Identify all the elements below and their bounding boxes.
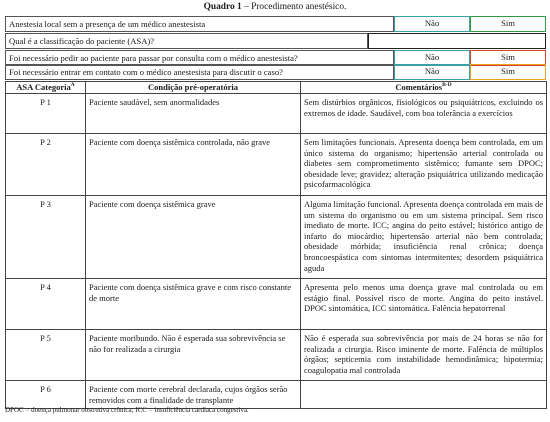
cell-category: P 2 (6, 134, 86, 196)
sim-option[interactable]: Sim (470, 64, 546, 80)
table-row (6, 134, 547, 196)
nao-option[interactable]: Não (394, 64, 470, 80)
header-condition: Condição pré-operatória (86, 82, 301, 94)
question-text: Foi necessário pedir ao paciente para passar por consulta com o médico anestesista? (5, 50, 394, 66)
cell-category: P 3 (6, 196, 86, 279)
table-row (6, 279, 547, 330)
table-row (6, 196, 547, 279)
question-row-asa-classification (5, 33, 546, 49)
table-row (6, 330, 547, 381)
cell-category: P 1 (6, 94, 86, 134)
table-header-row (6, 82, 547, 94)
table-row (6, 381, 547, 409)
cell-comments: Sem limitações funcionais. Apresenta doença bem controlada, em um único sistema do organismo; hipertensão arterial controlada ou diabetes sem comprometimento sistêmico; fumante sem DPOC; obesidade leve; gravidez; alteração psiquiátrica utilizando medicação psicofarmacológica (301, 134, 547, 196)
question-row-contact-anesthetist (5, 64, 546, 80)
title-number: Quadro 1 (203, 2, 242, 12)
asa-classification-table (5, 81, 547, 409)
cell-comments: Apresenta pelo menos uma doença grave mal controlada ou em estágio final. Possível risco de morte. Angina do peito instável. DPOC sintomática, ICC sintomática. Falência hepatorrenal (301, 279, 547, 330)
cell-condition: Paciente moribundo. Não é esperada sua sobrevivência se não for realizada a cirurgia (86, 330, 301, 381)
cell-comments: Alguma limitação funcional. Apresenta doença controlada em mais de um sistema do organismo ou em um sistema principal. Sem risco imediato de morte. ICC; angina do peito estável; histórico antigo de infarto do miocárdio; hipertensão arterial não bem controlada; obesidade mórbida; insuficiência renal crônica; doença broncoespástica com sintomas intermitentes; desordem psiquiátrica aguda (301, 196, 547, 279)
header-comments: Comentários$^{B-D}$ (301, 82, 547, 94)
cell-comments: Não é esperada sua sobrevivência por mais de 24 horas se não for realizada a cirurgia. Risco iminente de morte. Falência de múltiplos órgãos; septicemia com instabilidade hemodinâmica; hipotermia; coagulopatia mal controlada (301, 330, 547, 381)
question-row-local-anesthesia (5, 16, 546, 32)
cell-condition: Paciente com doença sistêmica grave e com risco constante de morte (86, 279, 301, 330)
title-text: – Procedimento anestésico. (241, 2, 347, 12)
cell-condition: Paciente com morte cerebral declarada, cujos órgãos serão removidos com a finalidade de transplante (86, 381, 301, 409)
cell-comments: Sem distúrbios orgânicos, fisiológicos ou psiquiátricos, excluindo os extremos de idade. Saudável, com boa tolerância a exercícios (301, 94, 547, 134)
question-text: Foi necessário entrar em contato com o médico anestesista para discutir o caso? (5, 64, 394, 80)
cell-category: P 5 (6, 330, 86, 381)
nao-option[interactable]: Não (394, 16, 470, 32)
header-category: ASA Categoria$^A$ (6, 82, 86, 94)
nao-option[interactable]: Não (394, 50, 470, 66)
question-text: Anestesia local sem a presença de um médico anestesista (5, 16, 394, 32)
page-title (0, 2, 550, 13)
question-text: Qual é a classificação do paciente (ASA)? (5, 33, 368, 49)
asa-answer-field[interactable] (368, 33, 546, 49)
cell-category: P 6 (6, 381, 86, 409)
cell-condition: Paciente com doença sistêmica grave (86, 196, 301, 279)
cell-condition: Paciente saudável, sem anormalidades (86, 94, 301, 134)
table-footnote: DPOC = doença pulmonar obstrutiva crônica; ICC = insuficiência cardíaca congestiva. (5, 406, 249, 414)
table-row (6, 94, 547, 134)
cell-condition: Paciente com doença sistêmica controlada, não grave (86, 134, 301, 196)
cell-category: P 4 (6, 279, 86, 330)
sim-option[interactable]: Sim (470, 50, 546, 66)
sim-option[interactable]: Sim (470, 16, 546, 32)
cell-comments (301, 381, 547, 409)
